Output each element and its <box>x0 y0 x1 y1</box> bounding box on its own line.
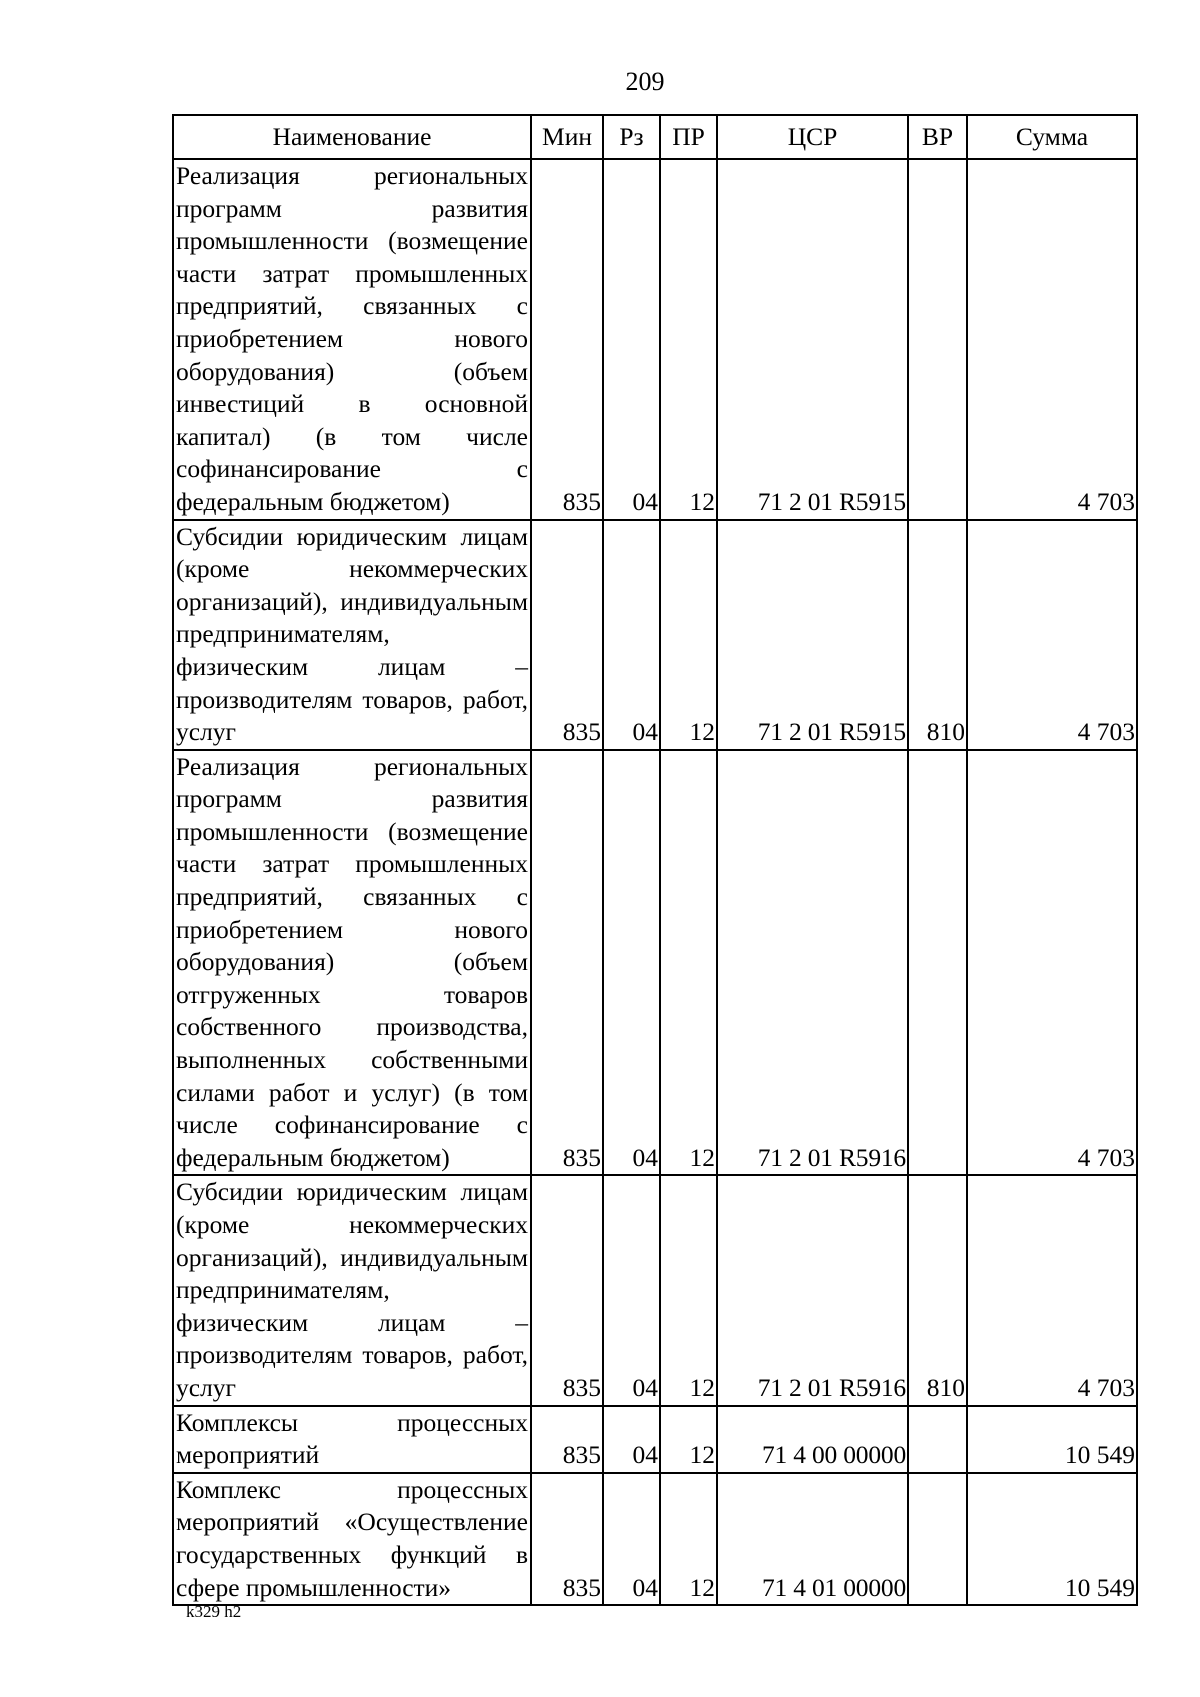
row-csr: 71 2 01 R5915 <box>717 520 908 750</box>
row-name: Комплекс процессных мероприятий «Осуществление государственных функций в сфере промышленности» <box>173 1473 531 1605</box>
row-name: Субсидии юридическим лицам (кроме некоммерческих организаций), индивидуальным предпринимателям, физическим лицам – производителям товаров, работ, услуг <box>173 520 531 750</box>
row-vr <box>908 750 967 1176</box>
row-pr: 12 <box>660 1406 717 1473</box>
row-rz: 04 <box>603 1175 660 1405</box>
header-row <box>173 115 1137 159</box>
row-min: 835 <box>531 1406 603 1473</box>
footer-code: k329 h2 <box>186 1602 242 1621</box>
row-rz: 04 <box>603 1406 660 1473</box>
row-rz: 04 <box>603 1473 660 1605</box>
row-min: 835 <box>531 520 603 750</box>
row-pr: 12 <box>660 750 717 1176</box>
row-min: 835 <box>531 159 603 520</box>
row-csr: 71 4 00 00000 <box>717 1406 908 1473</box>
header-name: Наименование <box>173 115 531 159</box>
header-vr: ВР <box>908 115 967 159</box>
row-min: 835 <box>531 1473 603 1605</box>
table-row <box>173 1406 1137 1473</box>
row-name: Комплексы процессных мероприятий <box>173 1406 531 1473</box>
row-pr: 12 <box>660 1175 717 1405</box>
header-min: Мин <box>531 115 603 159</box>
row-sum: 4 703 <box>967 750 1137 1176</box>
row-min: 835 <box>531 750 603 1176</box>
page-number: 209 <box>625 67 665 96</box>
row-csr: 71 2 01 R5916 <box>717 1175 908 1405</box>
row-csr: 71 4 01 00000 <box>717 1473 908 1605</box>
row-pr: 12 <box>660 1473 717 1605</box>
table-body <box>173 159 1137 1605</box>
row-csr: 71 2 01 R5916 <box>717 750 908 1176</box>
row-name: Реализация региональных программ развития промышленности (возмещение части затрат промышленных предприятий, связанных с приобретением нового оборудования) (объем инвестиций в основной капитал) (в том числе софинансирование с федеральным бюджетом) <box>173 159 531 520</box>
row-vr <box>908 1473 967 1605</box>
row-name: Субсидии юридическим лицам (кроме некоммерческих организаций), индивидуальным предпринимателям, физическим лицам – производителям товаров, работ, услуг <box>173 1175 531 1405</box>
header-sum: Сумма <box>967 115 1137 159</box>
row-pr: 12 <box>660 159 717 520</box>
row-rz: 04 <box>603 159 660 520</box>
header-csr: ЦСР <box>717 115 908 159</box>
row-sum: 10 549 <box>967 1473 1137 1605</box>
table-header <box>173 115 1137 159</box>
table-row <box>173 1175 1137 1405</box>
table-row <box>173 520 1137 750</box>
row-sum: 4 703 <box>967 1175 1137 1405</box>
row-csr: 71 2 01 R5915 <box>717 159 908 520</box>
row-min: 835 <box>531 1175 603 1405</box>
row-vr: 810 <box>908 1175 967 1405</box>
table-row <box>173 159 1137 520</box>
row-pr: 12 <box>660 520 717 750</box>
budget-table <box>172 114 1138 1606</box>
table-row <box>173 750 1137 1176</box>
table-row <box>173 1473 1137 1605</box>
row-rz: 04 <box>603 750 660 1176</box>
row-rz: 04 <box>603 520 660 750</box>
row-vr <box>908 1406 967 1473</box>
row-sum: 10 549 <box>967 1406 1137 1473</box>
header-pr: ПР <box>660 115 717 159</box>
row-sum: 4 703 <box>967 520 1137 750</box>
header-rz: Рз <box>603 115 660 159</box>
row-name: Реализация региональных программ развития промышленности (возмещение части затрат промышленных предприятий, связанных с приобретением нового оборудования) (объем отгруженных товаров собственного производства, выполненных собственными силами работ и услуг) (в том числе софинансирование с федеральным бюджетом) <box>173 750 531 1176</box>
row-sum: 4 703 <box>967 159 1137 520</box>
row-vr <box>908 159 967 520</box>
row-vr: 810 <box>908 520 967 750</box>
